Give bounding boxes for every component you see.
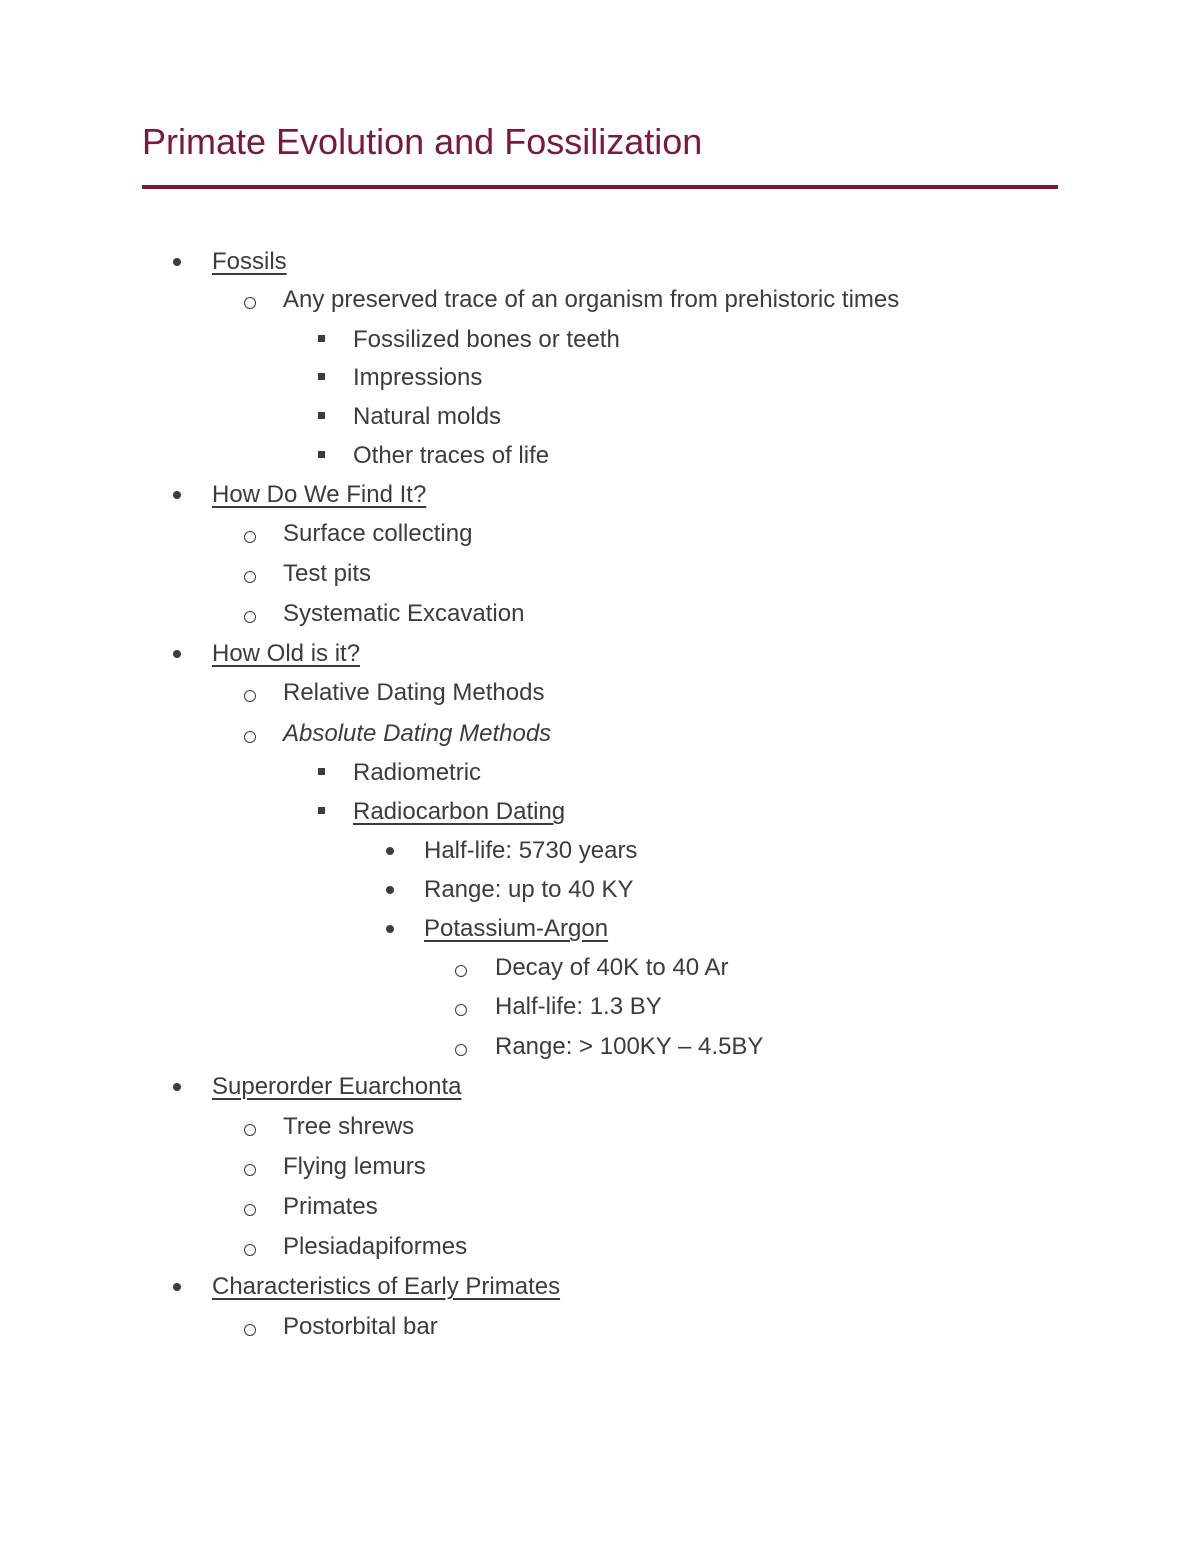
- circle-bullet-icon: [244, 571, 256, 583]
- outline-item-text: How Do We Find It?: [212, 481, 427, 508]
- circle-bullet-icon: [244, 1324, 256, 1336]
- circle-bullet-icon: [244, 611, 256, 623]
- bullet-icon: [386, 847, 394, 855]
- outline-item-text: Test pits: [283, 560, 372, 587]
- outline-item-text: Absolute Dating Methods: [283, 720, 552, 747]
- outline-item-level-1: [0, 1067, 1100, 1107]
- outline-item-text: Potassium-Argon: [424, 915, 609, 942]
- outline-item-text: Characteristics of Early Primates: [212, 1273, 561, 1300]
- circle-bullet-icon: [244, 731, 256, 743]
- square-bullet-icon: [318, 451, 325, 458]
- outline-item-text: Impressions: [353, 364, 483, 391]
- bullet-icon: [386, 925, 394, 933]
- outline-item-level-1: [0, 634, 1100, 674]
- title-divider: [142, 185, 1058, 189]
- circle-bullet-icon: [244, 690, 256, 702]
- outline-item-text: Systematic Excavation: [283, 600, 525, 627]
- bullet-icon: [173, 650, 181, 658]
- outline-item-level-2: [0, 1107, 1100, 1147]
- outline-item-level-3: [0, 436, 1100, 476]
- outline-item-level-3: [0, 358, 1100, 398]
- outline-item-text: Other traces of life: [353, 442, 550, 469]
- outline-item-level-3: [0, 397, 1100, 437]
- outline-item-text: Primates: [283, 1193, 378, 1220]
- page-title: Primate Evolution and Fossilization: [142, 121, 703, 162]
- circle-bullet-icon: [455, 1044, 467, 1056]
- outline-item-level-2: [0, 714, 1100, 754]
- outline-item-text: Flying lemurs: [283, 1153, 426, 1180]
- circle-bullet-icon: [244, 1204, 256, 1216]
- outline-item-level-2: [0, 594, 1100, 634]
- outline-item-text: How Old is it?: [212, 640, 361, 667]
- bullet-icon: [173, 258, 181, 266]
- outline-item-level-2: [0, 280, 1100, 320]
- circle-bullet-icon: [455, 1004, 467, 1016]
- outline-item-level-2: [0, 514, 1100, 554]
- outline-item-level-3: [0, 792, 1100, 832]
- square-bullet-icon: [318, 768, 325, 775]
- square-bullet-icon: [318, 335, 325, 342]
- square-bullet-icon: [318, 807, 325, 814]
- bullet-icon: [386, 886, 394, 894]
- circle-bullet-icon: [244, 297, 256, 309]
- outline-item-level-2: [0, 673, 1100, 713]
- outline-item-text: Fossils: [212, 248, 287, 275]
- outline-item-level-2: [0, 1187, 1100, 1227]
- circle-bullet-icon: [244, 1244, 256, 1256]
- outline-item-text: Tree shrews: [283, 1113, 415, 1140]
- outline-item-level-3: [0, 753, 1100, 793]
- outline-item-text: Half-life: 5730 years: [424, 837, 638, 864]
- outline-item-text: Range: up to 40 KY: [424, 876, 634, 903]
- outline-item-text: Fossilized bones or teeth: [353, 326, 620, 353]
- outline-item-text: Superorder Euarchonta: [212, 1073, 462, 1100]
- outline-item-level-1: [0, 1267, 1100, 1307]
- outline-item-text: Postorbital bar: [283, 1313, 438, 1340]
- outline-item-level-4: [0, 909, 1100, 949]
- outline-item-text: Half-life: 1.3 BY: [495, 993, 662, 1020]
- bullet-icon: [173, 1283, 181, 1291]
- circle-bullet-icon: [455, 965, 467, 977]
- outline-item-level-4: [0, 831, 1100, 871]
- bullet-icon: [173, 491, 181, 499]
- outline-item-level-2: [0, 1147, 1100, 1187]
- square-bullet-icon: [318, 412, 325, 419]
- bullet-icon: [173, 1083, 181, 1091]
- outline-item-text: Decay of 40K to 40 Ar: [495, 954, 729, 981]
- outline-item-text: Plesiadapiformes: [283, 1233, 468, 1260]
- circle-bullet-icon: [244, 1124, 256, 1136]
- outline-item-level-2: [0, 1227, 1100, 1267]
- outline-item-level-2: [0, 554, 1100, 594]
- circle-bullet-icon: [244, 1164, 256, 1176]
- outline-item-text: Natural molds: [353, 403, 502, 430]
- outline-item-text: Radiometric: [353, 759, 482, 786]
- outline-item-text: Range: > 100KY – 4.5BY: [495, 1033, 764, 1060]
- square-bullet-icon: [318, 373, 325, 380]
- outline-item-level-2: [0, 1307, 1100, 1347]
- outline-item-text: Relative Dating Methods: [283, 679, 545, 706]
- outline-item-level-5: [0, 1027, 1100, 1067]
- outline-item-level-5: [0, 948, 1100, 988]
- outline-item-level-1: [0, 242, 1100, 282]
- circle-bullet-icon: [244, 531, 256, 543]
- outline-item-level-3: [0, 320, 1100, 360]
- outline-item-level-4: [0, 870, 1100, 910]
- outline-item-level-5: [0, 987, 1100, 1027]
- outline-item-text: Any preserved trace of an organism from prehistoric times: [283, 286, 900, 313]
- outline-item-text: Radiocarbon Dating: [353, 798, 566, 825]
- outline-item-level-1: [0, 475, 1100, 515]
- outline-item-text: Surface collecting: [283, 520, 473, 547]
